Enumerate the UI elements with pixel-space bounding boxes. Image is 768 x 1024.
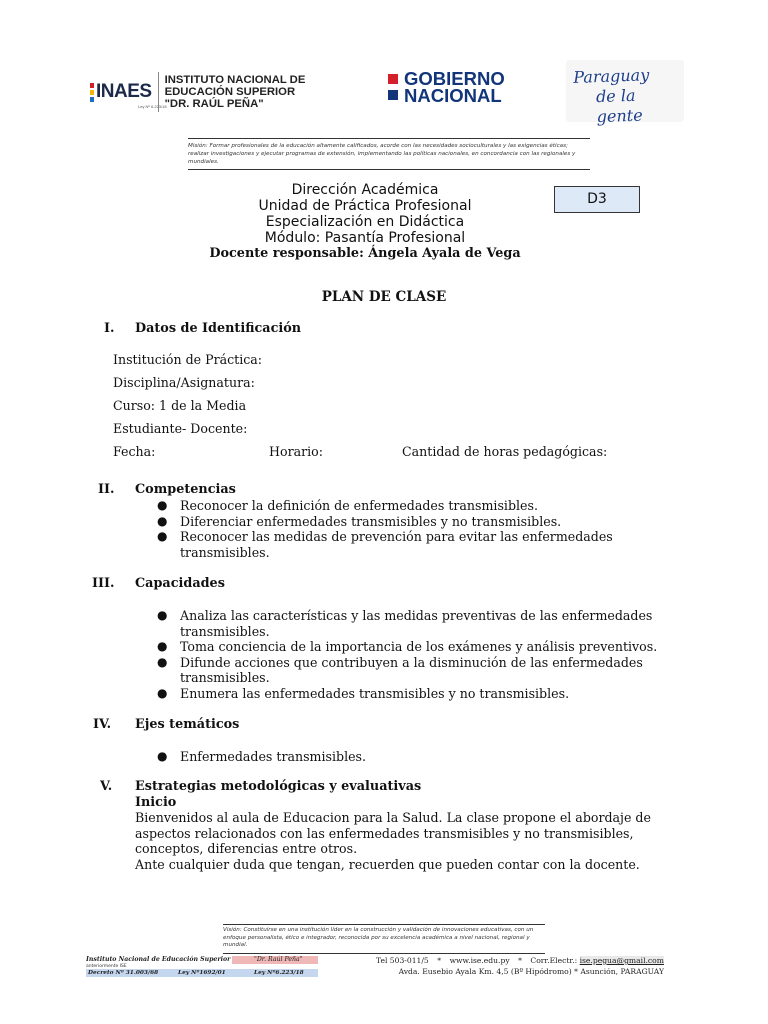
field-fecha: Fecha: xyxy=(113,444,156,459)
field-disciplina: Disciplina/Asignatura: xyxy=(113,375,255,390)
bullet-icon: ● xyxy=(157,513,168,528)
section-5-paragraph-2: Ante cualquier duda que tengan, recuerden que pueden contar con la docente. xyxy=(135,857,640,872)
paraguay-logo-text xyxy=(573,64,685,128)
footer-tel: Tel 503-011/5 xyxy=(376,956,429,965)
section-5-title: Estrategias metodológicas y evaluativas xyxy=(135,779,422,794)
list-item xyxy=(157,685,670,702)
section-5-paragraph: Bienvenidos al aula de Educacion para la Salud. La clase propone el abordaje de aspectos relacionados con las enfermedades transmisibles y no transmisibles, conceptos, diferencias entre otros. xyxy=(135,810,651,856)
list-item xyxy=(157,608,670,639)
footer-address: Avda. Eusebio Ayala Km. 4,5 (Bº Hipódromo) * Asunción, PARAGUAY xyxy=(398,967,664,976)
footer-institute-line xyxy=(86,955,318,964)
paraguay-line-1: Paraguay xyxy=(572,65,650,87)
list-item xyxy=(157,529,620,560)
mission-statement: Misión: Formar profesionales de la educación altamente calificados, acorde con las necesidades socioculturales y las exigencias éticas; realizar investigaciones y ejecutar programas de extensión, implementando las políticas nacionales, en concordancia con las regionales y mundiales. xyxy=(188,138,590,170)
gobierno-line-2: NACIONAL xyxy=(404,85,502,106)
inaes-wordmark: INAES xyxy=(96,81,152,102)
list-item-text: Analiza las características y las medidas preventivas de las enfermedades transmisibles. xyxy=(180,608,653,639)
section-5-number: V. xyxy=(100,779,113,794)
bullet-icon: ● xyxy=(157,529,168,543)
section-2-title: Competencias xyxy=(135,482,236,497)
paraguay-de-la-gente-logo xyxy=(566,60,684,127)
inaes-name-line-3: "DR. RAÚL PEÑA" xyxy=(164,98,264,110)
gobierno-squares-icon xyxy=(388,74,398,100)
list-item xyxy=(157,654,670,686)
footer-sep-1: * xyxy=(437,956,442,965)
title-especializacion: Especialización en Didáctica xyxy=(265,214,465,230)
list-item-text: Reconocer las medidas de prevención para evitar las enfermedades transmisibles. xyxy=(180,529,613,560)
inaes-law-label: Ley Nº 6.223/18 xyxy=(138,104,167,109)
section-1-title: Datos de Identificación xyxy=(135,321,302,336)
section-5-subtitle: Inicio xyxy=(135,795,177,810)
list-item-text: Enfermedades transmisibles. xyxy=(180,749,367,764)
gobierno-nacional-logo xyxy=(388,70,505,104)
footer-institute-block xyxy=(86,955,318,979)
competencias-list xyxy=(157,498,620,560)
list-item-text: Toma conciencia de la importancia de los exámenes y análisis preventivos. xyxy=(180,639,658,654)
paraguay-line-2: de la gente xyxy=(595,85,643,127)
inaes-name-line-2: EDUCACIÓN SUPERIOR xyxy=(164,86,296,98)
section-1-number: I. xyxy=(104,321,115,336)
section-4-number: IV. xyxy=(93,717,112,732)
list-item-text: Enumera las enfermedades transmisibles y no transmisibles. xyxy=(180,685,570,701)
footer-contact-block xyxy=(376,955,664,977)
ejes-list xyxy=(157,749,620,765)
bullet-icon: ● xyxy=(157,685,168,700)
footer-decree-band xyxy=(86,969,318,977)
list-item-text: Diferenciar enfermedades transmisibles y no transmisibles. xyxy=(180,513,562,529)
field-curso: Curso: 1 de la Media xyxy=(113,398,247,413)
field-estudiante: Estudiante- Docente: xyxy=(113,421,248,436)
capacidades-list xyxy=(157,608,670,701)
gobierno-text xyxy=(404,70,505,104)
bullet-icon: ● xyxy=(157,749,168,763)
footer-ley-2: Ley Nº6.223/18 xyxy=(254,970,304,976)
section-3-title: Capacidades xyxy=(135,576,225,591)
list-item xyxy=(157,639,670,655)
title-modulo: Módulo: Pasantía Profesional xyxy=(264,230,466,246)
list-item-text: Difunde acciones que contribuyen a la disminución de las enfermedades transmisibles. xyxy=(180,654,643,685)
inaes-mark xyxy=(90,81,152,103)
gobierno-line-1: GOBIERNO xyxy=(404,68,505,89)
footer-institute-dr: "Dr. Raúl Peña" xyxy=(254,956,303,963)
bullet-icon: ● xyxy=(157,639,168,653)
list-item xyxy=(157,513,620,530)
section-2-number: II. xyxy=(98,482,115,497)
footer-formerly: anteriormente ISE xyxy=(86,964,127,969)
bullet-icon: ● xyxy=(157,654,168,669)
title-unidad: Unidad de Práctica Profesional xyxy=(258,198,472,214)
vision-statement: Visión: Constituirse en una institución líder en la construcción y validación de innovaciones educativas, con un enfoque personalista, ético e integrador, reconocida por su excelencia académica a nivel nacional, regional y mundial. xyxy=(223,924,545,954)
list-item xyxy=(157,749,620,765)
title-direccion: Dirección Académica xyxy=(291,182,439,198)
inaes-name xyxy=(165,74,306,110)
section-4-title: Ejes temáticos xyxy=(135,717,240,732)
footer-ley-1: Ley Nº1692/01 xyxy=(178,970,226,976)
inaes-bars-icon xyxy=(90,83,94,102)
footer-contact-line xyxy=(376,955,664,966)
inaes-name-line-1: INSTITUTO NACIONAL DE xyxy=(164,74,306,86)
field-horario: Horario: xyxy=(269,444,323,459)
document-titles xyxy=(180,182,550,262)
plan-title: PLAN DE CLASE xyxy=(321,289,447,305)
field-institucion: Institución de Práctica: xyxy=(113,352,263,367)
list-item-text: Reconocer la definición de enfermedades transmisibles. xyxy=(180,498,538,513)
document-code-box: D3 xyxy=(554,186,640,213)
footer-decreto: Decreto Nº 31.003/68 xyxy=(88,970,159,976)
title-docente: Docente responsable: Ángela Ayala de Vega xyxy=(209,246,521,261)
footer-email-link[interactable]: ise.pegua@gmail.com xyxy=(579,956,664,965)
list-item xyxy=(157,498,620,514)
footer-mail-label: Corr.Electr.: xyxy=(530,956,578,965)
footer-sep-2: * xyxy=(518,956,522,965)
footer-web-link[interactable]: www.ise.edu.py xyxy=(449,956,510,965)
bullet-icon: ● xyxy=(157,608,168,622)
field-horas: Cantidad de horas pedagógicas: xyxy=(402,444,608,459)
footer-institute-name: Instituto Nacional de Educación Superior xyxy=(86,956,231,963)
bullet-icon: ● xyxy=(157,498,168,512)
inaes-logo xyxy=(90,68,310,116)
section-3-number: III. xyxy=(92,576,115,591)
